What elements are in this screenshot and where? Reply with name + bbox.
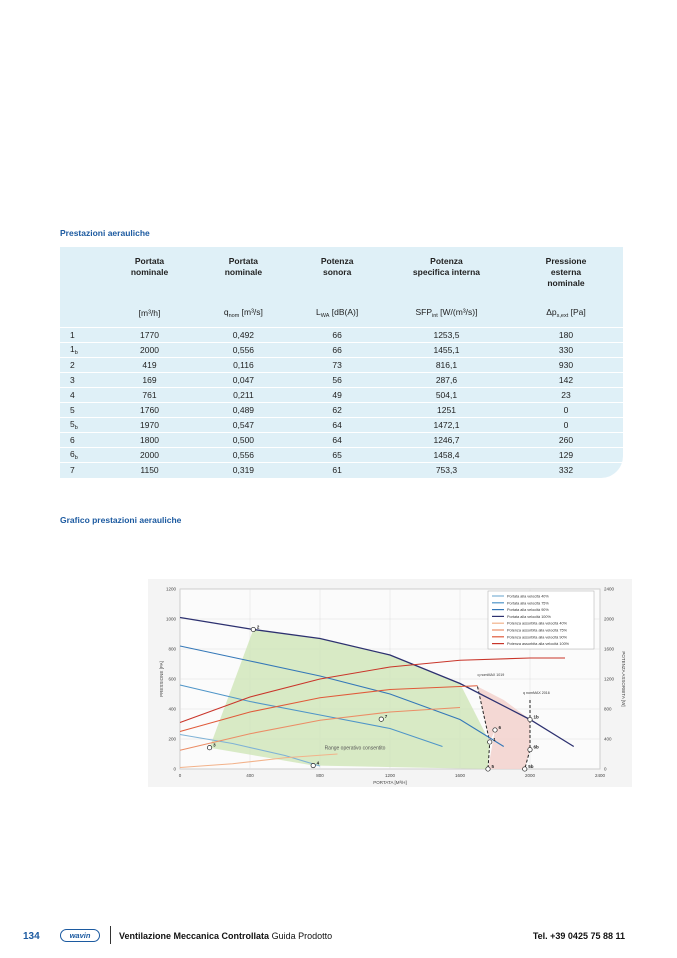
table-cell-sfp: 1458,4 xyxy=(384,448,509,463)
footer-phone: Tel. +39 0425 75 88 11 xyxy=(532,931,625,941)
x-tick-label: 1600 xyxy=(454,773,466,778)
table-header-1: Portata nominale xyxy=(130,256,169,277)
y-tick-label: 600 xyxy=(168,676,176,682)
y-tick-label: 1000 xyxy=(165,616,176,622)
table-header-row xyxy=(60,247,623,299)
table-cell-id: 7 xyxy=(60,463,103,478)
table-cell-pressure: 0 xyxy=(509,418,623,433)
table-cell-flow-m3h: 1970 xyxy=(103,418,197,433)
x-tick-label: 2000 xyxy=(524,773,536,778)
table-row xyxy=(60,388,623,403)
y2-tick-label: 400 xyxy=(604,736,612,742)
table-cell-pressure: 260 xyxy=(509,433,623,448)
footer xyxy=(0,928,677,948)
y-axis-label: PRESSIONE [PA] xyxy=(159,661,164,697)
table-cell-sound: 49 xyxy=(290,388,384,403)
table-cell-flow-m3h: 419 xyxy=(103,358,197,373)
table-cell-sound: 66 xyxy=(290,343,384,358)
y2-tick-label: 1600 xyxy=(604,646,615,652)
y-tick-label: 200 xyxy=(168,736,176,742)
table-cell-flow-m3h: 1150 xyxy=(103,463,197,478)
x-tick-label: 0 xyxy=(178,773,182,778)
table-cell-sfp: 1253,5 xyxy=(384,328,509,343)
table-cell-sfp: 1246,7 xyxy=(384,433,509,448)
data-point-label: 6b xyxy=(533,744,539,750)
data-point-label: 5 xyxy=(491,764,495,769)
table-row xyxy=(60,403,623,418)
table-cell-flow-m3s: 0,211 xyxy=(196,388,290,403)
table-cell-id: 3 xyxy=(60,373,103,388)
data-point xyxy=(251,627,255,631)
table-cell-flow-m3h: 1800 xyxy=(103,433,197,448)
table-cell-pressure: 23 xyxy=(509,388,623,403)
data-point-label: 3 xyxy=(213,742,216,748)
region-label: Range operativo consentito xyxy=(324,745,386,752)
footer-divider xyxy=(110,926,111,944)
table-cell-id: 5 xyxy=(60,403,103,418)
table-cell-sound: 61 xyxy=(290,463,384,478)
data-point xyxy=(488,740,492,744)
legend-entry: Portata alla velocità 75% xyxy=(507,601,549,606)
legend-entry: Potenza assorbita alla velocità 75% xyxy=(507,628,567,633)
table-cell-sound: 73 xyxy=(290,358,384,373)
table-cell-sfp: 504,1 xyxy=(384,388,509,403)
table-unit-0 xyxy=(60,299,103,328)
data-point-label: 1b xyxy=(533,714,539,720)
y2-axis-label: POTENZA ASSORBITA [W] xyxy=(621,651,626,707)
table-units-row xyxy=(60,299,623,328)
data-point xyxy=(528,747,532,751)
table-cell-sound: 56 xyxy=(290,373,384,388)
table-cell-sfp: 1472,1 xyxy=(384,418,509,433)
table-unit-4: $SFP_{int}$ [W/(m³/s)] xyxy=(415,307,478,319)
footer-title-light: Guida Prodotto xyxy=(271,931,333,941)
table-cell-flow-m3h: 169 xyxy=(103,373,197,388)
table-cell-sfp: 816,1 xyxy=(384,358,509,373)
data-point xyxy=(379,717,383,721)
table-cell-id: 1 xyxy=(60,328,103,343)
table-cell-id: $1_b$ xyxy=(60,343,103,358)
table-row xyxy=(60,463,623,478)
y2-tick-label: 2400 xyxy=(604,586,615,592)
data-point-label: 6 xyxy=(498,725,502,730)
table-row xyxy=(60,328,623,343)
table-cell-flow-m3h: 1770 xyxy=(103,328,197,343)
page-number: 134 xyxy=(23,931,40,942)
performance-table xyxy=(60,247,623,478)
qnom-label-2: q nomMAX 2016 xyxy=(523,691,550,695)
table-cell-flow-m3s: 0,489 xyxy=(196,403,290,418)
data-point xyxy=(528,717,532,721)
table-cell-sound: 65 xyxy=(290,448,384,463)
y2-tick-label: 800 xyxy=(604,706,612,712)
legend-entry: Portata alla velocità 100% xyxy=(507,614,551,619)
legend-entry: Potenza assorbita alla velocità 40% xyxy=(507,621,567,626)
table-cell-sound: 64 xyxy=(290,418,384,433)
table-header-2: Portata nominale xyxy=(224,256,263,277)
y-tick-label: 400 xyxy=(168,706,176,712)
table-row xyxy=(60,448,623,463)
data-point-label: 2 xyxy=(256,624,260,630)
data-point-label: 1 xyxy=(493,737,496,742)
table-cell-pressure: 0 xyxy=(509,403,623,418)
table-cell-pressure: 180 xyxy=(509,328,623,343)
table-cell-sfp: 287,6 xyxy=(384,373,509,388)
x-axis-label: PORTATA [M³/H] xyxy=(373,780,407,785)
table-row xyxy=(60,358,623,373)
table-cell-pressure: 142 xyxy=(509,373,623,388)
table-cell-id: $5_b$ xyxy=(60,418,103,433)
table-cell-flow-m3h: 761 xyxy=(103,388,197,403)
table-row xyxy=(60,433,623,448)
table-unit-2: $q_{nom}$ [m³/s] xyxy=(223,307,263,319)
table-cell-pressure: 129 xyxy=(509,448,623,463)
x-tick-label: 1200 xyxy=(384,773,396,778)
legend-box xyxy=(488,591,594,649)
footer-title-bold: Ventilazione Meccanica Controllata xyxy=(119,931,270,941)
y2-tick-label: 2000 xyxy=(604,616,615,622)
table-unit-3: $L_{WA}$ [dB(A)] xyxy=(316,307,359,319)
x-tick-label: 400 xyxy=(246,773,254,778)
footer-title xyxy=(119,931,332,941)
table-cell-flow-m3s: 0,547 xyxy=(196,418,290,433)
table-row xyxy=(60,343,623,358)
legend-entry: Portata alla velocità 40% xyxy=(507,594,549,599)
x-tick-label: 2400 xyxy=(594,773,606,778)
table-cell-sound: 66 xyxy=(290,328,384,343)
table-cell-sfp: 1251 xyxy=(384,403,509,418)
data-point-label: 4 xyxy=(316,760,320,766)
table-cell-flow-m3s: 0,556 xyxy=(196,448,290,463)
table-cell-pressure: 332 xyxy=(509,463,623,478)
data-point-label: 5b xyxy=(528,764,534,769)
table-cell-flow-m3s: 0,319 xyxy=(196,463,290,478)
y-tick-label: 0 xyxy=(173,766,176,772)
table-cell-id: 4 xyxy=(60,388,103,403)
table-cell-sound: 62 xyxy=(290,403,384,418)
data-point xyxy=(486,767,490,771)
data-point-label: 7 xyxy=(384,714,388,720)
table-cell-flow-m3h: 2000 xyxy=(103,343,197,358)
table-cell-pressure: 330 xyxy=(509,343,623,358)
data-point xyxy=(523,767,527,771)
table-cell-flow-m3s: 0,500 xyxy=(196,433,290,448)
table-cell-flow-m3s: 0,492 xyxy=(196,328,290,343)
table-cell-sound: 64 xyxy=(290,433,384,448)
table-cell-sfp: 1455,1 xyxy=(384,343,509,358)
table-cell-flow-m3s: 0,116 xyxy=(196,358,290,373)
chart-title: Grafico prestazioni aerauliche xyxy=(60,515,182,525)
table-row xyxy=(60,373,623,388)
table-cell-flow-m3h: 1760 xyxy=(103,403,197,418)
table-header-5: Pressione esterna nominale xyxy=(545,256,587,288)
table-unit-5: $\Delta p_{s,ext}$ [Pa] xyxy=(546,307,586,319)
y2-tick-label: 1200 xyxy=(604,676,615,682)
table-cell-id: 6 xyxy=(60,433,103,448)
data-point xyxy=(493,728,497,732)
legend-entry: Potenza assorbita alla velocità 100% xyxy=(507,642,570,647)
x-tick-label: 800 xyxy=(316,773,324,778)
legend-entry: Portata alla velocità 90% xyxy=(507,608,549,613)
data-point xyxy=(311,763,315,767)
table-cell-pressure: 930 xyxy=(509,358,623,373)
chart-svg xyxy=(148,579,632,787)
y-tick-label: 1200 xyxy=(165,586,176,592)
qnom-label-1: q nomMAX 1019 xyxy=(477,673,505,677)
table-header-4: Potenza specifica interna xyxy=(412,256,481,277)
table-row xyxy=(60,418,623,433)
data-point xyxy=(207,746,211,750)
table-header-0 xyxy=(60,247,103,299)
table-header-3: Potenza sonora xyxy=(320,256,354,277)
table-cell-flow-m3s: 0,047 xyxy=(196,373,290,388)
table-cell-flow-m3h: 2000 xyxy=(103,448,197,463)
performance-chart xyxy=(148,579,632,787)
legend-entry: Potenza assorbita alla velocità 90% xyxy=(507,635,567,640)
table-cell-sfp: 753,3 xyxy=(384,463,509,478)
table-unit-1: [m³/h] xyxy=(138,308,161,318)
y-tick-label: 800 xyxy=(168,646,176,652)
y2-tick-label: 0 xyxy=(604,766,607,772)
table-title: Prestazioni aerauliche xyxy=(60,228,150,238)
table-cell-id: $6_b$ xyxy=(60,448,103,463)
table-cell-id: 2 xyxy=(60,358,103,373)
wavin-logo: wavin xyxy=(60,929,100,942)
table-cell-flow-m3s: 0,556 xyxy=(196,343,290,358)
performance-table-grid xyxy=(60,247,623,477)
